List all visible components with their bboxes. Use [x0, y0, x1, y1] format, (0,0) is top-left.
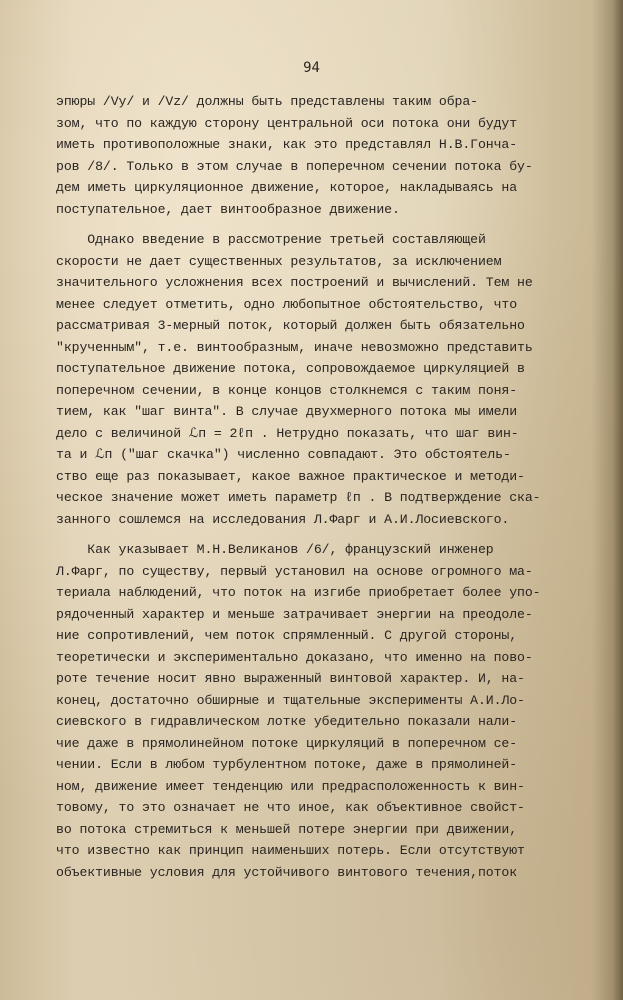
text-line: поступательное движение потока, сопровождаемое циркуляцией в [56, 361, 525, 376]
text-line: ном, движение имеет тенденцию или предрасположенность к вин- [56, 778, 525, 794]
text-line: чении. Если в любом турбулентном потоке, даже в прямолиней- [56, 757, 518, 772]
text-line: дем иметь циркуляционное движение, которое, накладываясь на [56, 180, 518, 195]
text-line: что известно как принцип наименьших потерь. Если отсутствуют [56, 843, 525, 858]
text-line: Как указывает М.Н.Великанов /6/, французский инженер [56, 542, 494, 557]
text-line: теоретически и экспериментально доказано, что именно на пово- [56, 649, 533, 665]
text-line: ство еще раз показывает, какое важное практическое и методи- [56, 468, 525, 484]
text-line: поступательное, дает винтообразное движение. [56, 201, 400, 217]
text-line: иметь противоположные знаки, как это представлял Н.В.Гонча- [56, 137, 518, 152]
text-line: Однако введение в рассмотрение третьей составляющей [56, 232, 486, 247]
text-line: товому, то это означает не что иное, как объективное свойст- [56, 800, 525, 815]
body-text [56, 91, 586, 883]
page-number: 94 [303, 60, 320, 76]
text-line: ров /8/. Только в этом случае в поперечном сечении потока бу- [56, 158, 533, 174]
paragraph [56, 229, 586, 530]
text-line: дело с величиной ℒп = 2ℓп . Нетрудно показать, что шаг вин- [56, 425, 519, 441]
text-line: сиевского в гидравлическом лотке убедительно показали нали- [56, 714, 518, 729]
text-line: тием, как "шаг винта". В случае двухмерного потока мы имели [56, 404, 518, 419]
text-line: та и ℒп ("шаг скачка") численно совпадают. Это обстоятель- [56, 447, 511, 462]
text-line: зом, что по каждую сторону центральной оси потока они будут [56, 115, 518, 131]
text-line: поперечном сечении, в конце концов столкнемся с таким поня- [56, 382, 518, 398]
text-line: рядоченный характер и меньше затрачивает энергии на преодоле- [56, 606, 533, 622]
paragraph [56, 539, 586, 883]
text-line: значительного усложнения всех построений и вычислений. Тем не [56, 275, 533, 290]
text-line: ние сопротивлений, чем поток спрямленный. С другой стороны, [56, 628, 518, 643]
text-line: занного сошлемся на исследования Л.Фарг и А.И.Лосиевского. [56, 511, 510, 527]
paragraph-gap [56, 220, 586, 229]
text-line: Л.Фарг, по существу, первый установил на основе огромного ма- [56, 563, 533, 579]
text-line: роте течение носит явно выраженный винтовой характер. И, на- [56, 671, 525, 686]
text-line: во потока стремиться к меньшей потере энергии при движении, [56, 821, 518, 837]
paragraph-gap [56, 530, 586, 539]
page-edge-shadow [613, 0, 623, 1000]
text-line: конец, достаточно обширные и тщательные эксперименты А.И.Ло- [56, 692, 525, 708]
text-line: чие даже в прямолинейном потоке циркуляций в поперечном се- [56, 735, 518, 751]
text-line: эпюры /Vy/ и /Vz/ должны быть представлены таким обра- [56, 94, 478, 109]
paragraph [56, 91, 586, 220]
text-line: рассматривая 3-мерный поток, который должен быть обязательно [56, 318, 525, 333]
text-line: "крученным", т.е. винтообразным, иначе невозможно представить [56, 339, 533, 355]
text-line: менее следует отметить, одно любопытное обстоятельство, что [56, 296, 518, 312]
text-line: ческое значение может иметь параметр ℓп . В подтверждение ска- [56, 490, 541, 505]
text-line: териала наблюдений, что поток на изгибе приобретает более упо- [56, 585, 541, 600]
text-line: скорости не дает существенных результатов, за исключением [56, 253, 502, 269]
text-line: объективные условия для устойчивого винтового течения,поток [56, 864, 518, 880]
